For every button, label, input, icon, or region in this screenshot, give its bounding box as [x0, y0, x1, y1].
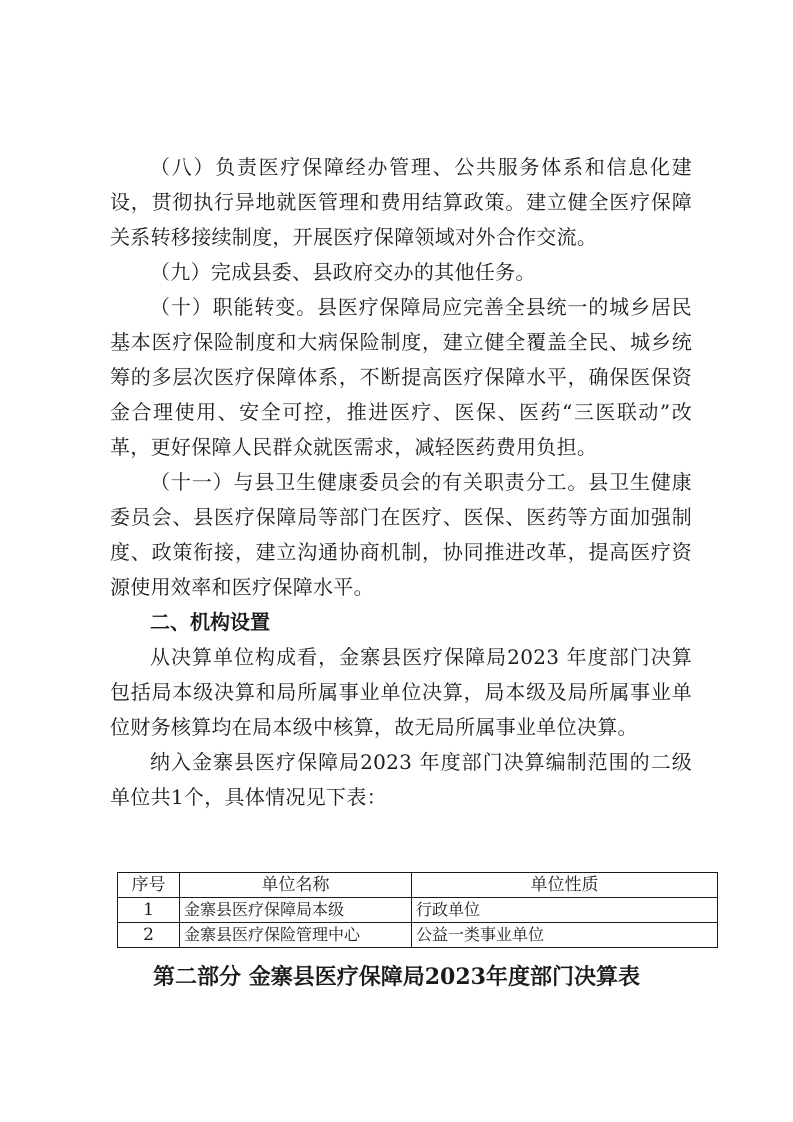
paragraph-10: （十）职能转变。县医疗保障局应完善全县统一的城乡居民基本医疗保险制度和大病保险制度，建立健全覆盖全民、城乡统筹的多层次医疗保障体系，不断提高医疗保障水平，确保医保资金合理使用、安全可控，推进医疗、医保、医药“三医联动”改革，更好保障人民群众就医需求，减轻医药费用负担。 — [110, 295, 692, 459]
cell-unit-name: 金寨县医疗保险管理中心 — [180, 923, 412, 948]
body-text — [110, 150, 692, 815]
header-unit-type: 单位性质 — [412, 873, 718, 898]
unit-table — [117, 872, 718, 948]
table-row — [118, 898, 718, 923]
header-index: 序号 — [118, 873, 180, 898]
table-row — [118, 923, 718, 948]
section-heading: 二、机构设置 — [150, 610, 270, 634]
section-paragraph-2: 纳入金寨县医疗保障局2023 年度部门决算编制范围的二级单位共1个，具体情况见下表： — [110, 750, 692, 809]
paragraph-11: （十一）与县卫生健康委员会的有关职责分工。县卫生健康委员会、县医疗保障局等部门在医疗、医保、医药等方面加强制度、政策衔接，建立沟通协商机制，协同推进改革，提高医疗资源使用效率和医疗保障水平。 — [110, 470, 692, 599]
header-unit-name: 单位名称 — [180, 873, 412, 898]
cell-unit-type: 公益一类事业单位 — [412, 923, 718, 948]
cell-index: 2 — [118, 923, 180, 948]
part-title: 第二部分 金寨县医疗保障局2023年度部门决算表 — [153, 964, 640, 990]
section-paragraph-1: 从决算单位构成看，金寨县医疗保障局2023 年度部门决算包括局本级决算和局所属事业单位决算，局本级及局所属事业单位财务核算均在局本级中核算，故无局所属事业单位决算。 — [110, 645, 692, 739]
cell-unit-type: 行政单位 — [412, 898, 718, 923]
cell-index: 1 — [118, 898, 180, 923]
cell-unit-name: 金寨县医疗保障局本级 — [180, 898, 412, 923]
paragraph-9: （九）完成县委、县政府交办的其他任务。 — [150, 260, 536, 284]
paragraph-8: （八）负责医疗保障经办管理、公共服务体系和信息化建设，贯彻执行异地就医管理和费用结算政策。建立健全医疗保障关系转移接续制度，开展医疗保障领域对外合作交流。 — [110, 155, 692, 249]
table-header-row — [118, 873, 718, 898]
